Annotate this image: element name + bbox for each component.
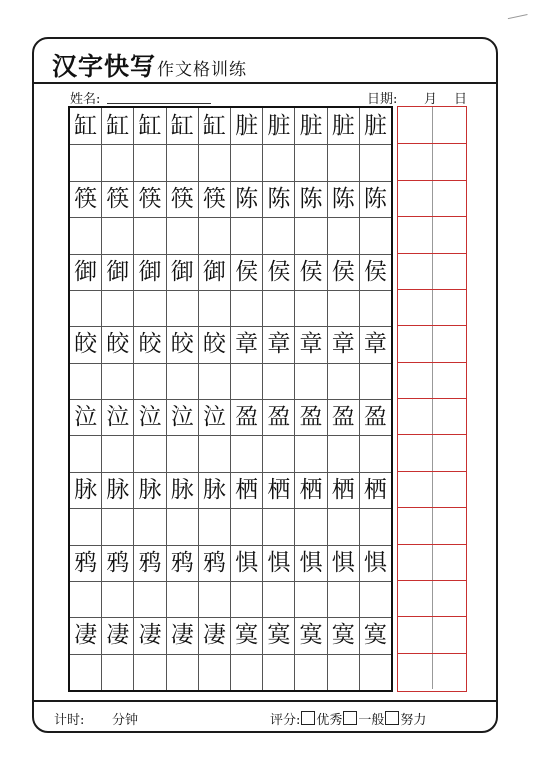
time-label: 计时: <box>54 713 85 728</box>
title-divider <box>32 82 498 84</box>
blank-row <box>70 654 391 690</box>
side-cell[interactable] <box>432 545 467 580</box>
character-cell[interactable]: 侯 <box>327 255 359 290</box>
blank-cell[interactable] <box>294 509 326 544</box>
side-row <box>398 398 466 434</box>
character-cell[interactable]: 寞 <box>327 618 359 653</box>
practice-row <box>70 108 391 144</box>
side-cell[interactable] <box>432 290 467 325</box>
character-cell[interactable]: 筷 <box>166 182 198 217</box>
blank-cell[interactable] <box>166 436 198 471</box>
character-cell[interactable]: 盈 <box>359 400 391 435</box>
blank-cell[interactable] <box>327 509 359 544</box>
blank-cell[interactable] <box>230 655 262 690</box>
blank-cell[interactable] <box>166 145 198 180</box>
blank-cell[interactable] <box>294 436 326 471</box>
blank-cell[interactable] <box>70 218 101 253</box>
character-cell[interactable]: 脉 <box>74 476 98 503</box>
blank-cell[interactable] <box>359 655 391 690</box>
blank-cell[interactable] <box>327 655 359 690</box>
side-cell[interactable] <box>398 472 432 507</box>
character-cell[interactable]: 筷 <box>74 185 98 212</box>
character-cell[interactable]: 寞 <box>294 618 326 653</box>
side-row <box>398 289 466 325</box>
character-cell[interactable]: 鸦 <box>198 546 230 581</box>
side-row <box>398 216 466 252</box>
side-row <box>398 180 466 216</box>
side-cell[interactable] <box>432 617 467 652</box>
character-cell[interactable]: 凄 <box>198 618 230 653</box>
blank-cell[interactable] <box>133 364 165 399</box>
side-row <box>398 471 466 507</box>
side-row <box>398 544 466 580</box>
blank-cell[interactable] <box>70 364 101 399</box>
character-cell[interactable]: 皎 <box>101 327 133 362</box>
blank-cell[interactable] <box>262 436 294 471</box>
character-cell[interactable]: 脏 <box>294 108 326 144</box>
side-cell[interactable] <box>398 435 432 470</box>
blank-cell[interactable] <box>198 291 230 326</box>
character-cell[interactable]: 泣 <box>133 400 165 435</box>
practice-row <box>70 399 391 435</box>
character-cell[interactable]: 脉 <box>101 473 133 508</box>
character-cell[interactable]: 缸 <box>166 108 198 144</box>
blank-row <box>70 363 391 399</box>
blank-cell[interactable] <box>262 145 294 180</box>
character-cell[interactable]: 章 <box>359 327 391 362</box>
blank-cell[interactable] <box>359 218 391 253</box>
character-cell[interactable]: 栖 <box>359 473 391 508</box>
blank-cell[interactable] <box>101 582 133 617</box>
blank-cell[interactable] <box>198 582 230 617</box>
character-cell[interactable]: 栖 <box>327 473 359 508</box>
blank-cell[interactable] <box>327 291 359 326</box>
blank-cell[interactable] <box>198 145 230 180</box>
footer-divider <box>32 700 498 702</box>
date-label: 日期: <box>367 92 398 107</box>
blank-cell[interactable] <box>198 655 230 690</box>
character-cell[interactable]: 脏 <box>359 108 391 144</box>
blank-cell[interactable] <box>133 582 165 617</box>
side-cell[interactable] <box>398 508 432 543</box>
blank-cell[interactable] <box>70 145 101 180</box>
month-label: 月 <box>424 92 438 107</box>
blank-cell[interactable] <box>198 509 230 544</box>
character-cell[interactable]: 泣 <box>198 400 230 435</box>
name-field[interactable] <box>107 103 211 104</box>
side-row <box>398 434 466 470</box>
character-cell[interactable]: 侯 <box>230 255 262 290</box>
blank-cell[interactable] <box>230 218 262 253</box>
character-cell[interactable]: 鸦 <box>74 549 98 576</box>
blank-row <box>70 290 391 326</box>
writing-grid <box>68 106 393 692</box>
character-cell[interactable]: 栖 <box>294 473 326 508</box>
character-cell[interactable]: 皎 <box>166 327 198 362</box>
side-cell[interactable] <box>398 545 432 580</box>
blank-cell[interactable] <box>70 655 101 690</box>
name-label: 姓名: <box>70 92 101 107</box>
side-cell[interactable] <box>432 144 467 179</box>
character-cell[interactable]: 惧 <box>359 546 391 581</box>
character-cell[interactable]: 寞 <box>230 618 262 653</box>
character-cell[interactable]: 凄 <box>133 618 165 653</box>
side-row <box>398 507 466 543</box>
practice-row <box>70 326 391 362</box>
character-cell[interactable]: 脏 <box>327 108 359 144</box>
side-cell[interactable] <box>432 508 467 543</box>
character-cell[interactable]: 筷 <box>101 182 133 217</box>
side-cell[interactable] <box>432 181 467 216</box>
blank-cell[interactable] <box>230 364 262 399</box>
blank-cell[interactable] <box>198 436 230 471</box>
character-cell[interactable]: 惧 <box>294 546 326 581</box>
option-average: 一般 <box>358 713 385 728</box>
side-row <box>398 107 466 143</box>
character-cell[interactable]: 惧 <box>262 546 294 581</box>
character-cell[interactable]: 筷 <box>198 182 230 217</box>
blank-cell[interactable] <box>70 436 101 471</box>
character-cell[interactable]: 脉 <box>166 473 198 508</box>
blank-cell[interactable] <box>327 218 359 253</box>
side-cell[interactable] <box>398 654 432 689</box>
character-cell[interactable]: 章 <box>294 327 326 362</box>
blank-cell[interactable] <box>327 364 359 399</box>
blank-cell[interactable] <box>262 582 294 617</box>
character-cell[interactable]: 缸 <box>101 108 133 144</box>
score-label-text: 评分: <box>270 713 301 728</box>
side-cell[interactable] <box>398 144 432 179</box>
character-cell[interactable]: 皎 <box>133 327 165 362</box>
character-cell[interactable]: 脏 <box>230 108 262 144</box>
side-cell[interactable] <box>432 472 467 507</box>
side-cell[interactable] <box>398 290 432 325</box>
side-cell[interactable] <box>432 107 467 143</box>
blank-cell[interactable] <box>230 291 262 326</box>
blank-cell[interactable] <box>294 364 326 399</box>
character-cell[interactable]: 惧 <box>327 546 359 581</box>
option-excellent: 优秀 <box>316 713 343 728</box>
character-cell[interactable]: 缸 <box>74 112 98 139</box>
side-cell[interactable] <box>432 326 467 361</box>
blank-cell[interactable] <box>133 145 165 180</box>
character-cell[interactable]: 侯 <box>359 255 391 290</box>
blank-cell[interactable] <box>166 364 198 399</box>
blank-cell[interactable] <box>262 218 294 253</box>
checkbox-effort[interactable] <box>385 711 399 725</box>
blank-cell[interactable] <box>294 655 326 690</box>
side-cell[interactable] <box>398 581 432 616</box>
character-cell[interactable]: 盈 <box>230 400 262 435</box>
side-row <box>398 253 466 289</box>
blank-cell[interactable] <box>166 582 198 617</box>
character-cell[interactable]: 御 <box>74 258 98 285</box>
blank-cell[interactable] <box>101 145 133 180</box>
blank-cell[interactable] <box>359 582 391 617</box>
character-cell[interactable]: 凄 <box>74 622 98 649</box>
character-cell[interactable]: 惧 <box>230 546 262 581</box>
character-cell[interactable]: 筷 <box>133 182 165 217</box>
worksheet-subtitle: 作文格训练 <box>157 60 247 80</box>
blank-cell[interactable] <box>198 218 230 253</box>
character-cell[interactable]: 栖 <box>262 473 294 508</box>
character-cell[interactable]: 御 <box>101 255 133 290</box>
character-cell[interactable]: 陈 <box>327 182 359 217</box>
character-cell[interactable]: 寞 <box>359 618 391 653</box>
blank-cell[interactable] <box>166 218 198 253</box>
side-cell[interactable] <box>398 217 432 252</box>
practice-row <box>70 254 391 290</box>
side-row <box>398 653 466 689</box>
checkbox-average[interactable] <box>343 711 357 725</box>
blank-cell[interactable] <box>262 364 294 399</box>
character-cell[interactable]: 陈 <box>230 182 262 217</box>
blank-cell[interactable] <box>133 509 165 544</box>
character-cell[interactable]: 鸦 <box>166 546 198 581</box>
practice-row <box>70 545 391 581</box>
worksheet-title: 汉字快写 <box>52 52 157 81</box>
blank-cell[interactable] <box>327 436 359 471</box>
blank-row <box>70 144 391 180</box>
character-cell[interactable]: 缸 <box>198 108 230 144</box>
blank-cell[interactable] <box>166 291 198 326</box>
blank-cell[interactable] <box>166 655 198 690</box>
extra-practice-grid <box>397 106 467 692</box>
character-cell[interactable]: 皎 <box>74 331 98 358</box>
side-cell[interactable] <box>432 363 467 398</box>
side-row <box>398 580 466 616</box>
blank-cell[interactable] <box>262 655 294 690</box>
blank-cell[interactable] <box>70 509 101 544</box>
side-cell[interactable] <box>398 254 432 289</box>
character-cell[interactable]: 凄 <box>166 618 198 653</box>
character-cell[interactable]: 脉 <box>133 473 165 508</box>
side-cell[interactable] <box>398 107 432 143</box>
side-cell[interactable] <box>432 581 467 616</box>
blank-cell[interactable] <box>70 291 101 326</box>
character-cell[interactable]: 皎 <box>198 327 230 362</box>
character-cell[interactable]: 盈 <box>327 400 359 435</box>
side-cell[interactable] <box>432 217 467 252</box>
character-cell[interactable]: 脉 <box>198 473 230 508</box>
side-row <box>398 616 466 652</box>
character-cell[interactable]: 泣 <box>166 400 198 435</box>
side-cell[interactable] <box>432 399 467 434</box>
character-cell[interactable]: 盈 <box>262 400 294 435</box>
side-cell[interactable] <box>398 399 432 434</box>
option-effort: 努力 <box>400 713 427 728</box>
character-cell[interactable]: 栖 <box>230 473 262 508</box>
blank-row <box>70 508 391 544</box>
side-cell[interactable] <box>432 254 467 289</box>
character-cell[interactable]: 章 <box>327 327 359 362</box>
blank-cell[interactable] <box>101 655 133 690</box>
character-cell[interactable]: 泣 <box>74 404 98 431</box>
blank-cell[interactable] <box>101 291 133 326</box>
character-cell[interactable]: 缸 <box>133 108 165 144</box>
checkbox-excellent[interactable] <box>301 711 315 725</box>
blank-cell[interactable] <box>230 509 262 544</box>
blank-cell[interactable] <box>70 582 101 617</box>
character-cell[interactable]: 侯 <box>294 255 326 290</box>
side-cell[interactable] <box>432 654 467 689</box>
blank-cell[interactable] <box>101 218 133 253</box>
character-cell[interactable]: 鸦 <box>133 546 165 581</box>
practice-row <box>70 617 391 653</box>
blank-cell[interactable] <box>133 218 165 253</box>
side-cell[interactable] <box>398 363 432 398</box>
blank-cell[interactable] <box>359 509 391 544</box>
blank-cell[interactable] <box>359 291 391 326</box>
practice-row <box>70 472 391 508</box>
side-row <box>398 362 466 398</box>
character-cell[interactable]: 章 <box>262 327 294 362</box>
blank-cell[interactable] <box>359 145 391 180</box>
blank-cell[interactable] <box>327 145 359 180</box>
blank-cell[interactable] <box>327 582 359 617</box>
side-row <box>398 325 466 361</box>
side-cell[interactable] <box>398 181 432 216</box>
character-cell[interactable]: 陈 <box>359 182 391 217</box>
character-cell[interactable]: 侯 <box>262 255 294 290</box>
side-row <box>398 143 466 179</box>
blank-row <box>70 435 391 471</box>
character-cell[interactable]: 脏 <box>262 108 294 144</box>
blank-cell[interactable] <box>294 218 326 253</box>
blank-cell[interactable] <box>230 436 262 471</box>
character-cell[interactable]: 陈 <box>294 182 326 217</box>
character-cell[interactable]: 鸦 <box>101 546 133 581</box>
blank-cell[interactable] <box>133 291 165 326</box>
character-cell[interactable]: 章 <box>230 327 262 362</box>
blank-cell[interactable] <box>198 364 230 399</box>
side-cell[interactable] <box>432 435 467 470</box>
blank-row <box>70 581 391 617</box>
blank-cell[interactable] <box>133 655 165 690</box>
score-label <box>270 709 426 728</box>
character-cell[interactable]: 御 <box>166 255 198 290</box>
character-cell[interactable]: 寞 <box>262 618 294 653</box>
blank-row <box>70 217 391 253</box>
character-cell[interactable]: 泣 <box>101 400 133 435</box>
character-cell[interactable]: 凄 <box>101 618 133 653</box>
blank-cell[interactable] <box>101 436 133 471</box>
character-cell[interactable]: 御 <box>198 255 230 290</box>
blank-cell[interactable] <box>294 145 326 180</box>
side-cell[interactable] <box>398 326 432 361</box>
blank-cell[interactable] <box>230 582 262 617</box>
blank-cell[interactable] <box>262 291 294 326</box>
corner-scribble <box>508 14 528 22</box>
blank-cell[interactable] <box>359 436 391 471</box>
character-cell[interactable]: 陈 <box>262 182 294 217</box>
blank-cell[interactable] <box>166 509 198 544</box>
blank-cell[interactable] <box>133 436 165 471</box>
minutes-label: 分钟 <box>112 713 139 728</box>
character-cell[interactable]: 御 <box>133 255 165 290</box>
blank-cell[interactable] <box>294 291 326 326</box>
day-label: 日 <box>454 92 468 107</box>
blank-cell[interactable] <box>294 582 326 617</box>
character-cell[interactable]: 盈 <box>294 400 326 435</box>
blank-cell[interactable] <box>359 364 391 399</box>
practice-row <box>70 181 391 217</box>
blank-cell[interactable] <box>262 509 294 544</box>
blank-cell[interactable] <box>230 145 262 180</box>
side-cell[interactable] <box>398 617 432 652</box>
blank-cell[interactable] <box>101 509 133 544</box>
blank-cell[interactable] <box>101 364 133 399</box>
